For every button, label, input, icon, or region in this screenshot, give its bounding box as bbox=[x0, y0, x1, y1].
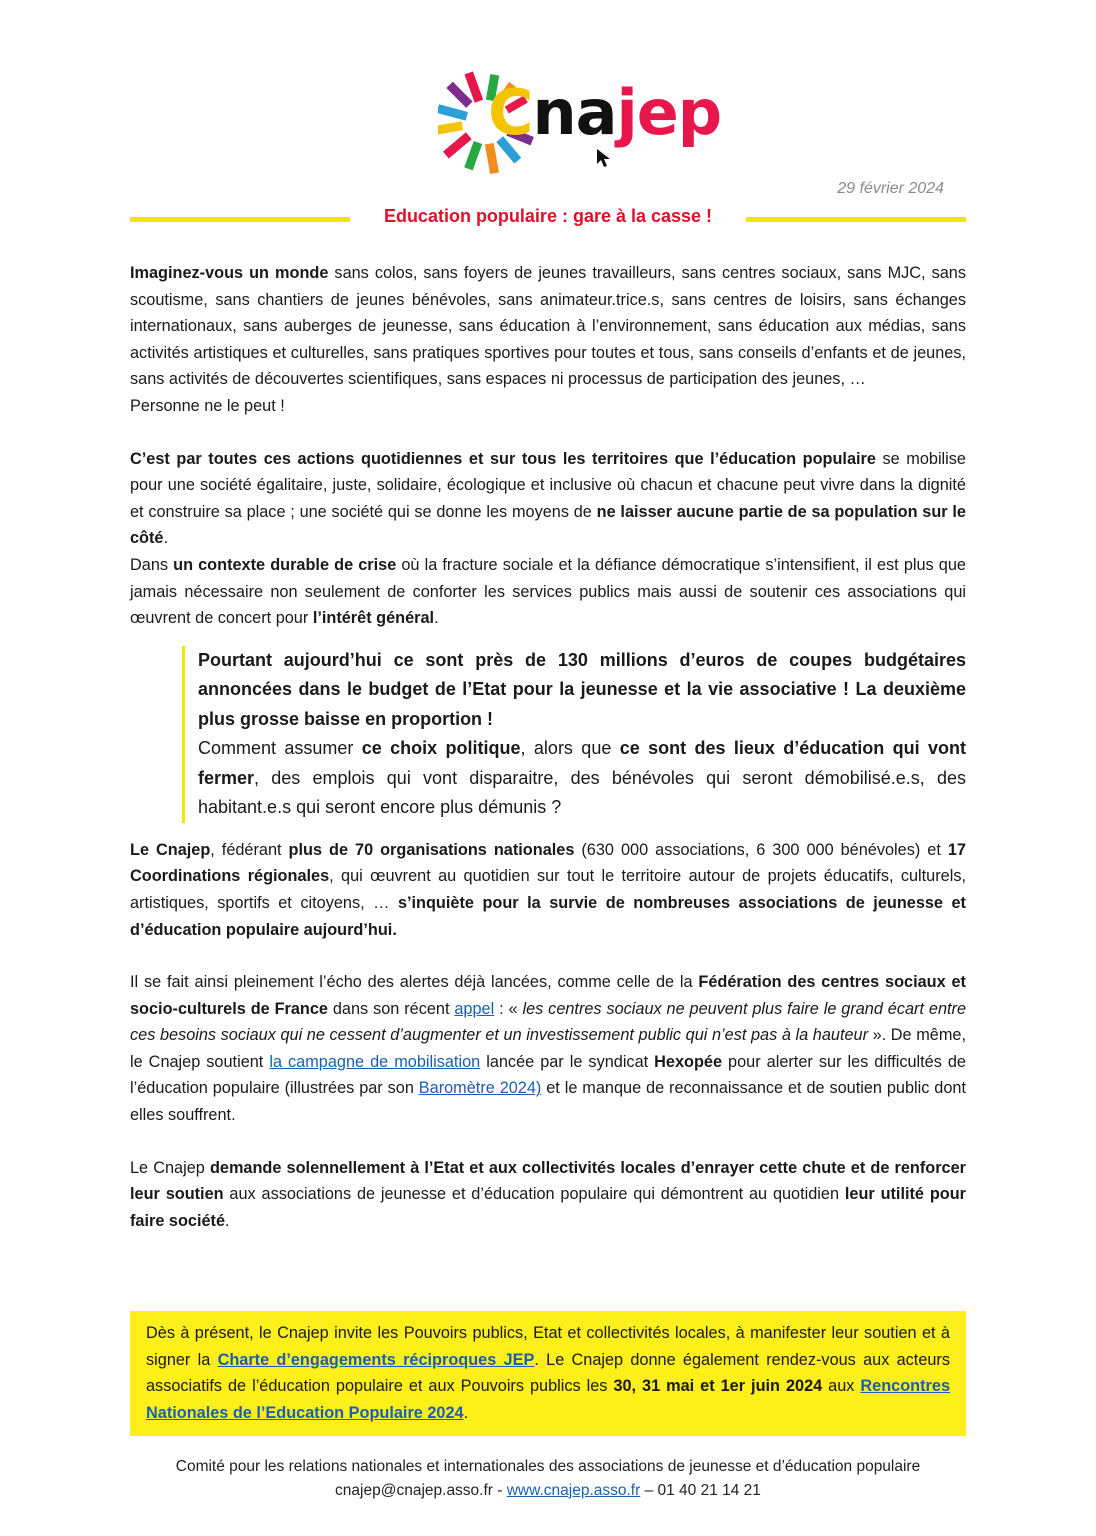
footer bbox=[0, 1455, 1096, 1503]
barometre-link[interactable]: Baromètre 2024) bbox=[418, 1079, 542, 1098]
paragraph-alerts: Il se fait ainsi pleinement l’écho des alertes déjà lancées, comme celle de la Fédération des centres sociaux et socio-culturels de France dans son récent appel : « les centres sociaux ne peuvent plus faire le grand écart entre ces besoins sociaux qui ne cessent d’augmenter et un investissement public qui n’est pas à la hauteur ». De même, le Cnajep soutient la campagne de mobilisation lancée par le syndicat Hexopée pour alerter sur les difficultés de l’éducation populaire (illustrées par son Baromètre 2024) et le manque de reconnaissance et de soutien public dont elles souffrent. bbox=[130, 973, 966, 1125]
page-title: Education populaire : gare à la casse ! bbox=[383, 206, 713, 226]
charte-link[interactable]: Charte d’engagements réciproques JEP bbox=[217, 1350, 535, 1369]
footer-email[interactable]: cnajep@cnajep.asso.fr bbox=[335, 1482, 493, 1499]
footer-organisation: Comité pour les relations nationales et internationales des associations de jeunesse et d’éducation populaire bbox=[175, 1458, 921, 1475]
paragraph-demand: Le Cnajep demande solennellement à l’Etat et aux collectivités locales d’enrayer cette chute et de renforcer leur soutien aux associations de jeunesse et d’éducation populaire qui démontrent au quotidien leur utilité pour faire société. bbox=[130, 1158, 966, 1230]
main-content bbox=[130, 260, 966, 1234]
appel-link[interactable]: appel bbox=[454, 999, 495, 1018]
paragraph-actions: C’est par toutes ces actions quotidiennes et sur tous les territoires que l’éducation populaire se mobilise pour une société égalitaire, juste, solidaire, écologique et inclusive où chacun et chacune peut vivre dans la dignité et construire sa place ; une société qui se donne les moyens de ne laisser aucune partie de sa population sur le côté. Dans un contexte durable de crise où la fracture sociale et la défiance démocratique s’intensifient, il est plus que jamais nécessaire non seulement de conforter les services publics mais aussi de soutenir ces associations qui œuvrent de concert pour l’intérêt général. bbox=[130, 449, 966, 628]
cnajep-logo bbox=[438, 64, 722, 174]
footer-website-link[interactable]: www.cnajep.asso.fr bbox=[506, 1482, 641, 1499]
cursor-icon bbox=[596, 148, 612, 168]
document-date: 29 février 2024 bbox=[837, 180, 944, 197]
paragraph-cnajep: Le Cnajep, fédérant plus de 70 organisations nationales (630 000 associations, 6 300 000 bénévoles) et 17 Coordinations régionales, qui œuvrent au quotidien sur tout le territoire autour de projets éducatifs, culturels, artistiques, sportifs et citoyens, … s’inquiète pour la survie de nombreuses associations de jeunesse et d’éducation populaire aujourd’hui. bbox=[130, 840, 966, 939]
budget-quote: Pourtant aujourd’hui ce sont près de 130 millions d’euros de coupes budgétaires annoncées dans le budget de l’Etat pour la jeunesse et la vie associative ! La deuxième plus grosse baisse en proportion ! Comment assumer ce choix politique, alors que ce sont des lieux d’éducation qui vont fermer, des emplois qui vont disparaitre, des bénévoles qui seront démobilisé.e.s, des habitant.e.s qui seront encore plus démunis ? bbox=[182, 646, 966, 823]
title-row bbox=[130, 206, 966, 232]
call-to-action-box: Dès à présent, le Cnajep invite les Pouvoirs publics, Etat et collectivités locales, à manifester leur soutien et à signer la Charte d’engagements réciproques JEP. Le Cnajep donne également rendez-vous aux acteurs associatifs de l’éducation populaire et aux Pouvoirs publics les 30, 31 mai et 1er juin 2024 aux Rencontres Nationales de l’Education Populaire 2024. bbox=[130, 1311, 966, 1436]
footer-contact: cnajep@cnajep.asso.fr - www.cnajep.asso.fr – 01 40 21 14 21 bbox=[335, 1482, 761, 1499]
logo-wordmark: Cnajep bbox=[488, 76, 722, 149]
footer-phone: – 01 40 21 14 21 bbox=[640, 1482, 761, 1499]
paragraph-intro: Imaginez-vous un monde sans colos, sans foyers de jeunes travailleurs, sans centres sociaux, sans MJC, sans scoutisme, sans chantiers de jeunes bénévoles, sans animateur.trice.s, sans centres de loisirs, sans échanges internationaux, sans auberges de jeunesse, sans éducation à l’environnement, sans éducation aux médias, sans activités artistiques et culturelles, sans pratiques sportives pour toutes et tous, sans conseils d’enfants et de jeunes, sans activités de découvertes scientifiques, sans espaces ni processus de participation des jeunes, … Personne ne le peut ! bbox=[130, 264, 966, 415]
rencontres-link[interactable]: Rencontres Nationales de l’Education Populaire 2024 bbox=[146, 1377, 950, 1422]
campagne-link[interactable]: la campagne de mobilisation bbox=[269, 1052, 481, 1071]
